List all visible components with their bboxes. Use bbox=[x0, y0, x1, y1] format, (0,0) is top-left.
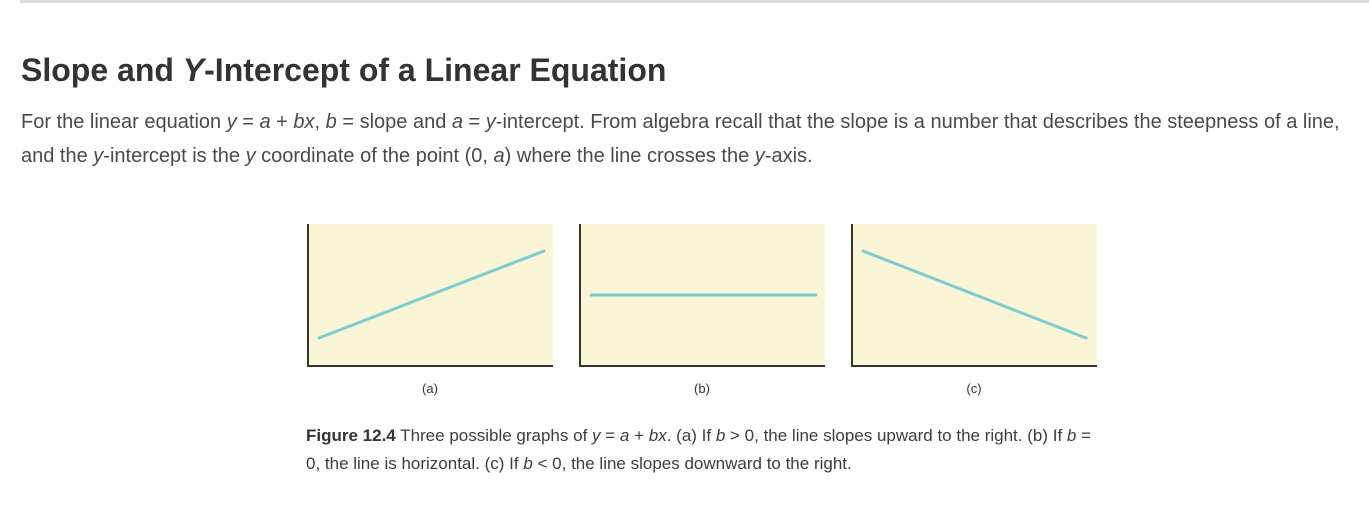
top-divider bbox=[20, 0, 1369, 3]
intro-paragraph: For the linear equation y = a + bx, b = slope and a = y-intercept. From algebra recall that the slope is a number that describes the steepness of a line, and the y-intercept is the y coordinate of the point (0, a) where the line crosses the y-axis. bbox=[21, 111, 1340, 167]
section-heading bbox=[21, 50, 666, 90]
graph-c-svg bbox=[853, 224, 1099, 367]
downward-sloping-line bbox=[863, 251, 1086, 338]
graph-label-b: (b) bbox=[694, 381, 710, 396]
upward-sloping-line bbox=[319, 251, 544, 338]
graph-panel-c bbox=[851, 224, 1097, 367]
graph-a-svg bbox=[309, 224, 555, 367]
heading-italic-y: Y bbox=[182, 52, 205, 88]
figure-caption: Figure 12.4 Three possible graphs of y = a + bx. (a) If b > 0, the line slopes upward to the right. (b) If b = 0, the line is horizontal. (c) If b < 0, the line slopes downward to the right. bbox=[306, 426, 1092, 473]
graph-label-c: (c) bbox=[966, 381, 982, 396]
graph-b-svg bbox=[581, 224, 827, 367]
graph-panel-a bbox=[307, 224, 553, 367]
heading-text-rest: -Intercept of a Linear Equation bbox=[204, 52, 667, 88]
graph-label-a: (a) bbox=[422, 381, 438, 396]
figure-number: Figure 12.4 bbox=[306, 426, 396, 445]
heading-text: Slope and bbox=[21, 52, 183, 88]
graph-panel-b bbox=[579, 224, 825, 367]
